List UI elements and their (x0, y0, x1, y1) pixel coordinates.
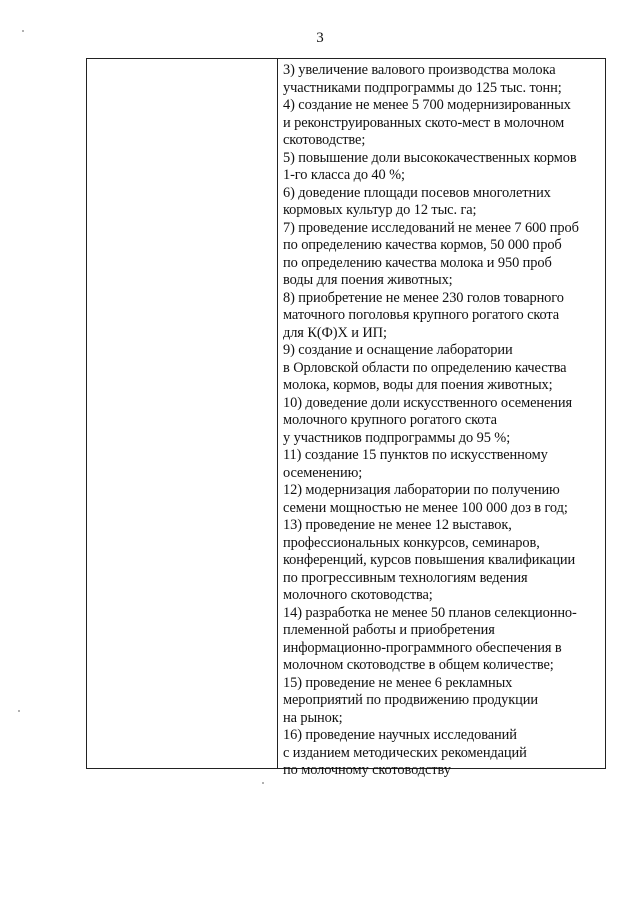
scan-speck (18, 710, 20, 712)
page-number: 3 (316, 30, 324, 46)
text-line: 14) разработка не менее 50 планов селекционно- (283, 604, 577, 621)
text-line: 9) создание и оснащение лаборатории (283, 342, 513, 358)
text-line: молока, кормов, воды для поения животных; (283, 377, 553, 393)
text-line: 4) создание не менее 5 700 модернизированных (283, 97, 571, 113)
text-line: племенной работы и приобретения (283, 622, 495, 638)
text-line: 11) создание 15 пунктов по искусственному (283, 447, 548, 463)
text-line: в Орловской области по определению качества (283, 359, 567, 376)
scan-speck (22, 30, 24, 32)
text-line: по молочному скотоводству (283, 762, 451, 778)
text-line: конференций, курсов повышения квалификации (283, 552, 576, 568)
text-line: 12) модернизация лаборатории по получению (283, 482, 560, 498)
text-line: по определению качества молока и 950 проб (283, 254, 552, 271)
text-line: 8) приобретение не менее 230 голов товарного (283, 289, 564, 306)
text-line: по определению качества кормов, 50 000 проб (283, 237, 562, 253)
text-line: 1-го класса до 40 %; (283, 167, 405, 183)
text-line: по прогрессивным технологиям ведения (283, 569, 528, 586)
text-line: профессиональных конкурсов, семинаров, (283, 534, 540, 551)
text-line: у участников подпрограммы до 95 %; (283, 429, 511, 446)
table-right-cell (278, 59, 605, 778)
text-line: осеменению; (283, 464, 363, 481)
text-line: 5) повышение доли высококачественных кормов (283, 149, 577, 166)
text-line: 3) увеличение валового производства молока (283, 62, 556, 78)
text-line: кормовых культур до 12 тыс. га; (283, 202, 477, 218)
text-line: 6) доведение площади посевов многолетних (283, 184, 551, 201)
text-line: участниками подпрограммы до 125 тыс. тонн; (283, 79, 562, 96)
text-line: мероприятий по продвижению продукции (283, 692, 538, 708)
text-line: с изданием методических рекомендаций (283, 744, 527, 761)
text-line: для К(Ф)Х и ИП; (283, 324, 387, 341)
text-line: семени мощностью не менее 100 000 доз в год; (283, 499, 568, 516)
text-line: молочного крупного рогатого скота (283, 412, 497, 428)
text-line: и реконструированных ското-мест в молочном (283, 114, 565, 131)
text-line: 15) проведение не менее 6 рекламных (283, 674, 513, 691)
text-line: маточного поголовья крупного рогатого скота (283, 307, 560, 323)
text-line: молочном скотоводстве в общем количестве; (283, 657, 554, 673)
text-line: информационно-программного обеспечения в (283, 639, 562, 656)
text-line: 7) проведение исследований не менее 7 600 проб (283, 219, 579, 236)
text-line: 13) проведение не менее 12 выставок, (283, 517, 512, 533)
text-line: на рынок; (283, 709, 343, 726)
scan-speck (262, 782, 264, 784)
text-line: 10) доведение доли искусственного осеменения (283, 394, 572, 411)
text-line: 16) проведение научных исследований (283, 727, 517, 743)
table-left-cell (87, 59, 277, 768)
text-line: воды для поения животных; (283, 272, 453, 288)
text-line: молочного скотоводства; (283, 587, 433, 603)
document-table (86, 58, 606, 778)
text-line: скотоводстве; (283, 132, 366, 148)
